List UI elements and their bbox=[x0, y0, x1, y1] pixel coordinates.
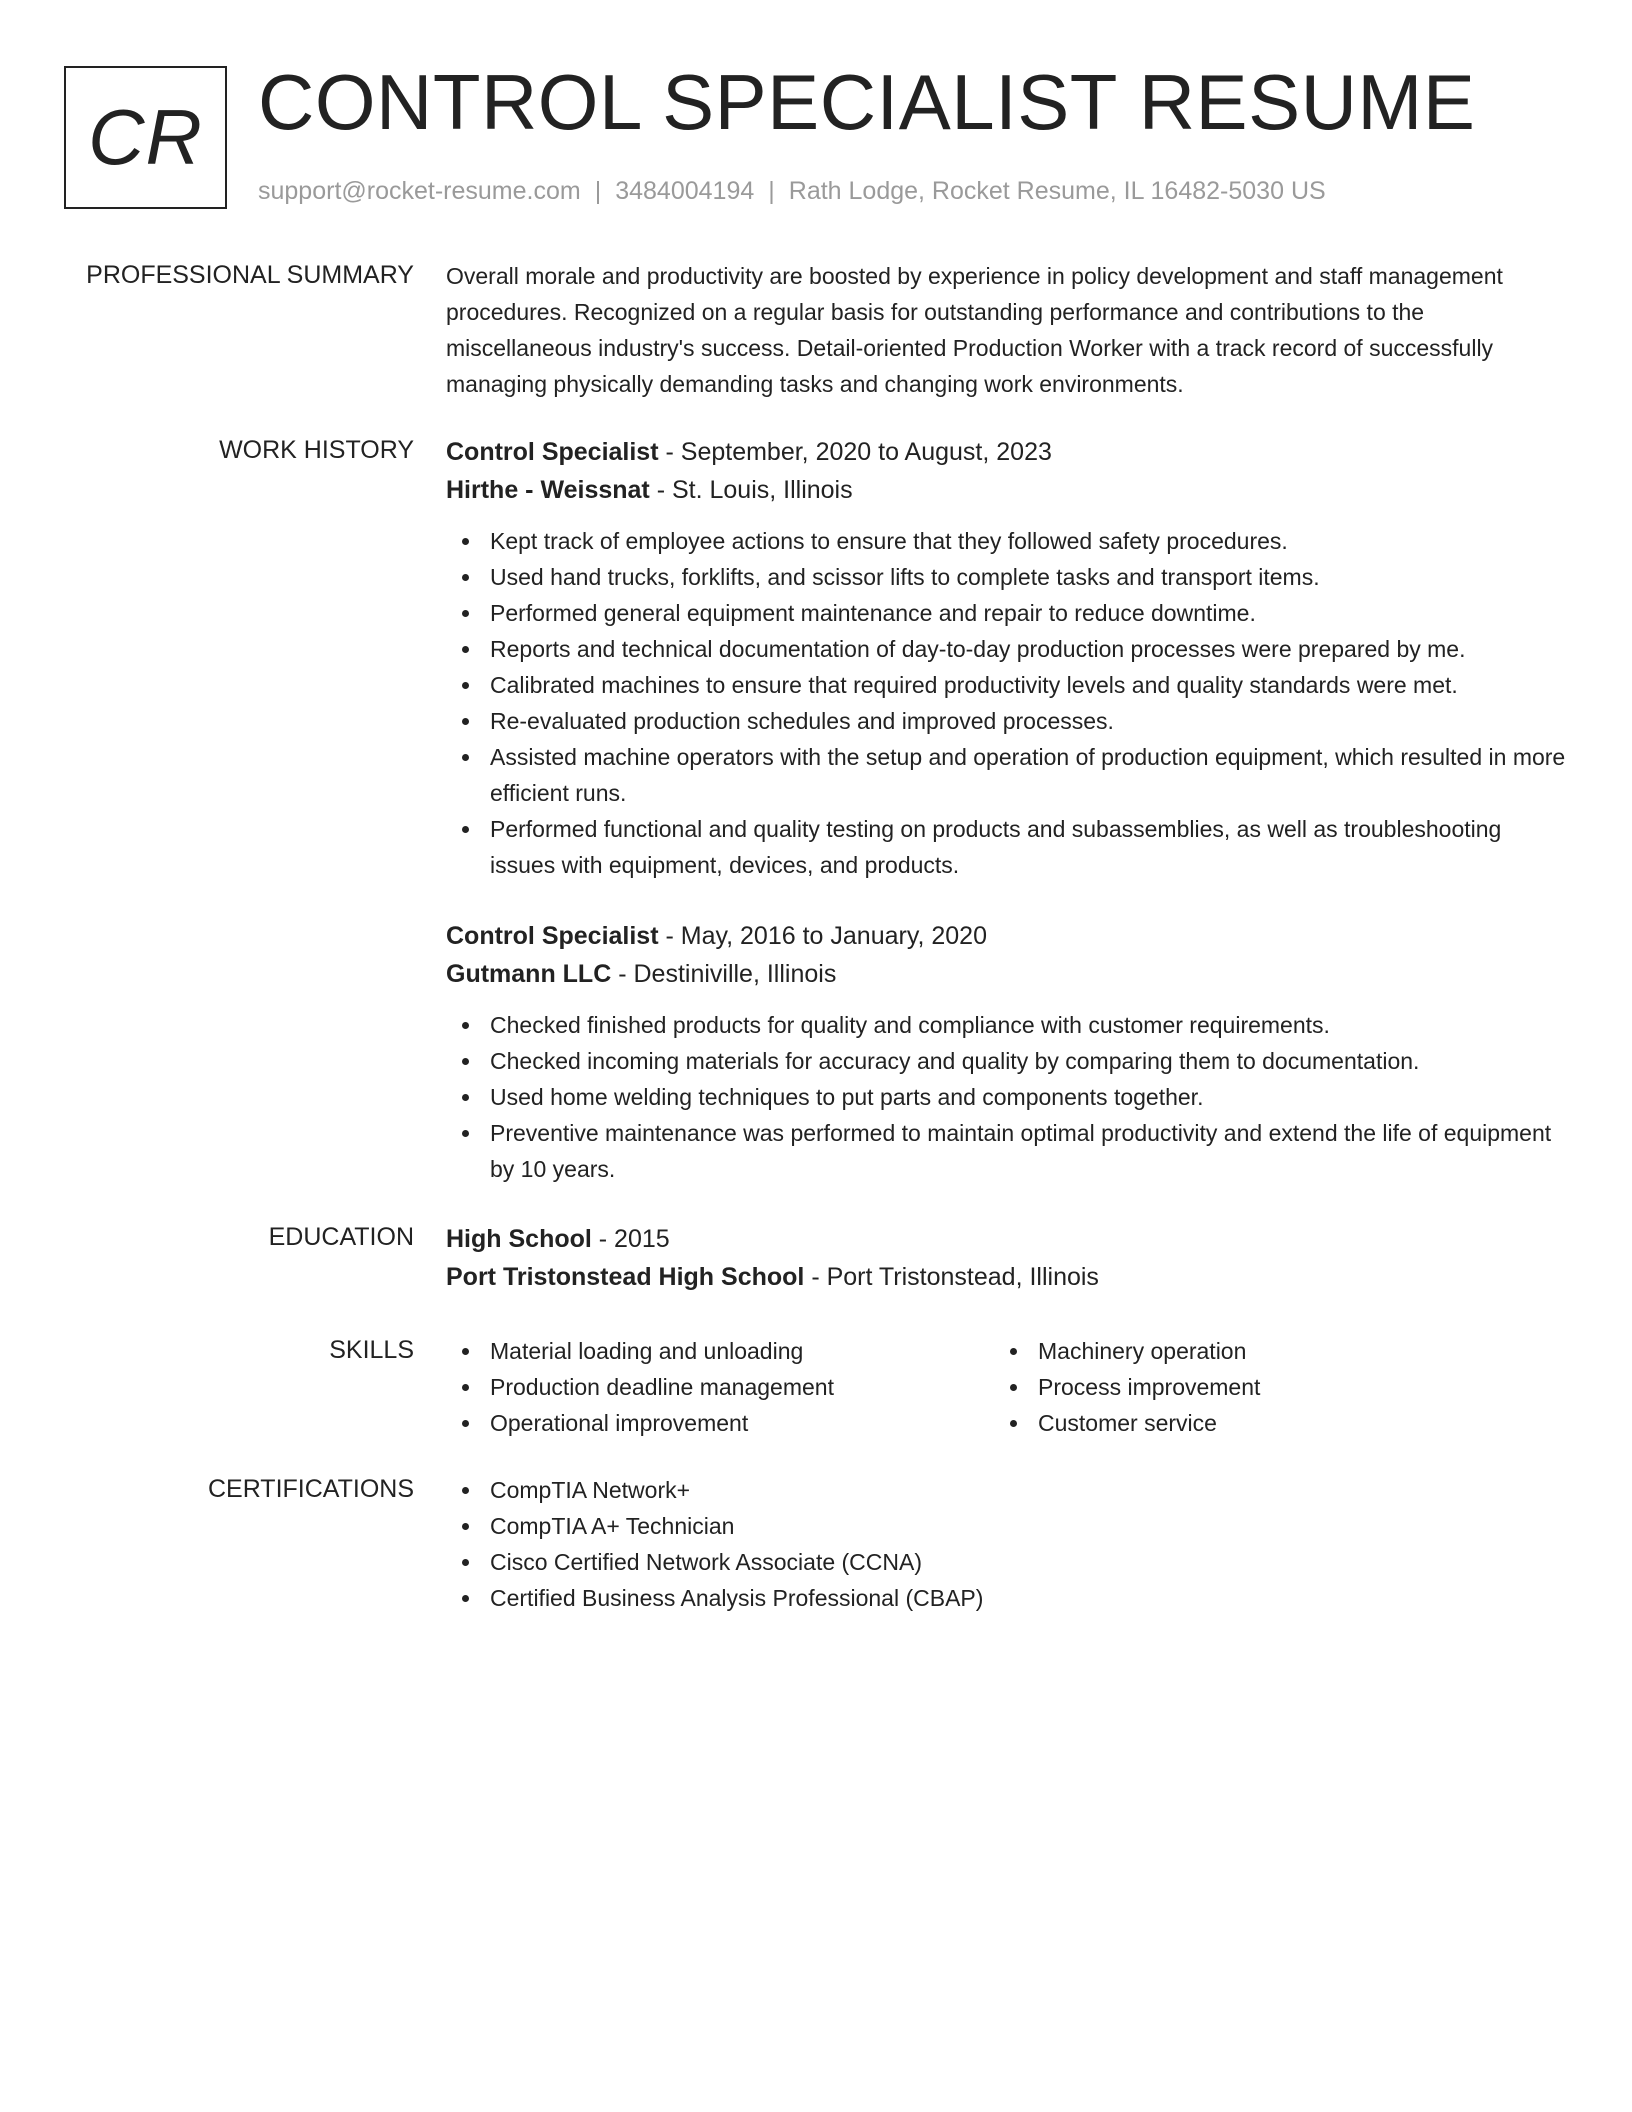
job-entry bbox=[446, 433, 1566, 883]
education-location: - Port Tristonstead, Illinois bbox=[804, 1263, 1099, 1291]
list-item: Customer service bbox=[994, 1405, 1542, 1441]
list-item: Assisted machine operators with the setup and operation of production equipment, which resulted in more efficient runs. bbox=[446, 739, 1566, 811]
list-item: Preventive maintenance was performed to maintain optimal productivity and extend the life of equipment by 10 years. bbox=[446, 1115, 1566, 1187]
skills-list-left bbox=[446, 1333, 994, 1441]
monogram-logo bbox=[64, 66, 227, 209]
section-body bbox=[446, 1220, 1566, 1296]
list-item: Material loading and unloading bbox=[446, 1333, 994, 1369]
job-location: - St. Louis, Illinois bbox=[649, 476, 853, 504]
job-title: Control Specialist bbox=[446, 438, 659, 466]
list-item: Used home welding techniques to put parts and components together. bbox=[446, 1079, 1566, 1115]
certifications-list bbox=[446, 1472, 1566, 1616]
job-company: Hirthe - Weissnat bbox=[446, 476, 650, 504]
list-item: Machinery operation bbox=[994, 1333, 1542, 1369]
section-body bbox=[446, 1333, 1566, 1441]
education-degree: High School bbox=[446, 1225, 592, 1253]
list-item: CompTIA Network+ bbox=[446, 1472, 1566, 1508]
education-school: Port Tristonstead High School bbox=[446, 1263, 805, 1291]
list-item: Performed general equipment maintenance and repair to reduce downtime. bbox=[446, 595, 1566, 631]
job-dates: - September, 2020 to August, 2023 bbox=[658, 438, 1052, 466]
section-label: SKILLS bbox=[329, 1336, 414, 1364]
contact-address: Rath Lodge, Rocket Resume, IL 16482-5030 US bbox=[788, 177, 1326, 205]
section-label: WORK HISTORY bbox=[219, 436, 414, 464]
list-item: Kept track of employee actions to ensure that they followed safety procedures. bbox=[446, 523, 1566, 559]
list-item: Operational improvement bbox=[446, 1405, 994, 1441]
job-location: - Destiniville, Illinois bbox=[611, 960, 837, 988]
section-body bbox=[446, 258, 1566, 402]
job-bullets bbox=[446, 1007, 1566, 1187]
page-title: CONTROL SPECIALIST RESUME bbox=[258, 58, 1476, 146]
section-label: CERTIFICATIONS bbox=[207, 1475, 414, 1503]
list-item: CompTIA A+ Technician bbox=[446, 1508, 1566, 1544]
job-entry bbox=[446, 917, 1566, 1187]
summary-text: Overall morale and productivity are boosted by experience in policy development and staff management procedures. Recognized on a regular basis for outstanding performance and contributions to the miscellaneous industry's success. Detail-oriented Production Worker with a track record of successfully managing physically demanding tasks and changing work environments. bbox=[446, 263, 1503, 397]
contact-separator: | bbox=[768, 177, 775, 205]
job-company-line bbox=[446, 471, 1566, 509]
job-company-line bbox=[446, 955, 1566, 993]
list-item: Cisco Certified Network Associate (CCNA) bbox=[446, 1544, 1566, 1580]
list-item: Calibrated machines to ensure that required productivity levels and quality standards were met. bbox=[446, 667, 1566, 703]
education-school-line bbox=[446, 1258, 1566, 1296]
job-title-line bbox=[446, 917, 1566, 955]
section-label: PROFESSIONAL SUMMARY bbox=[86, 261, 414, 289]
list-item: Reports and technical documentation of day-to-day production processes were prepared by me. bbox=[446, 631, 1566, 667]
list-item: Used hand trucks, forklifts, and scissor lifts to complete tasks and transport items. bbox=[446, 559, 1566, 595]
list-item: Checked incoming materials for accuracy and quality by comparing them to documentation. bbox=[446, 1043, 1566, 1079]
job-dates: - May, 2016 to January, 2020 bbox=[658, 922, 987, 950]
job-title: Control Specialist bbox=[446, 922, 659, 950]
section-body bbox=[446, 433, 1566, 1187]
list-item: Performed functional and quality testing on products and subassemblies, as well as troubleshooting issues with equipment, devices, and products. bbox=[446, 811, 1566, 883]
job-company: Gutmann LLC bbox=[446, 960, 612, 988]
contact-line bbox=[258, 174, 1326, 208]
section-body bbox=[446, 1472, 1566, 1616]
list-item: Certified Business Analysis Professional (CBAP) bbox=[446, 1580, 1566, 1616]
section-label: EDUCATION bbox=[268, 1223, 414, 1251]
list-item: Re-evaluated production schedules and improved processes. bbox=[446, 703, 1566, 739]
contact-phone: 3484004194 bbox=[615, 177, 755, 205]
contact-separator: | bbox=[594, 177, 602, 205]
job-title-line bbox=[446, 433, 1566, 471]
contact-email: support@rocket-resume.com bbox=[258, 177, 581, 205]
list-item: Process improvement bbox=[994, 1369, 1542, 1405]
list-item: Checked finished products for quality and compliance with customer requirements. bbox=[446, 1007, 1566, 1043]
education-degree-line bbox=[446, 1220, 1566, 1258]
monogram-initials: CR bbox=[88, 93, 203, 181]
list-item: Production deadline management bbox=[446, 1369, 994, 1405]
skills-list-right bbox=[994, 1333, 1542, 1441]
education-year: - 2015 bbox=[591, 1225, 670, 1253]
skills-grid bbox=[446, 1333, 1566, 1441]
job-bullets bbox=[446, 523, 1566, 883]
